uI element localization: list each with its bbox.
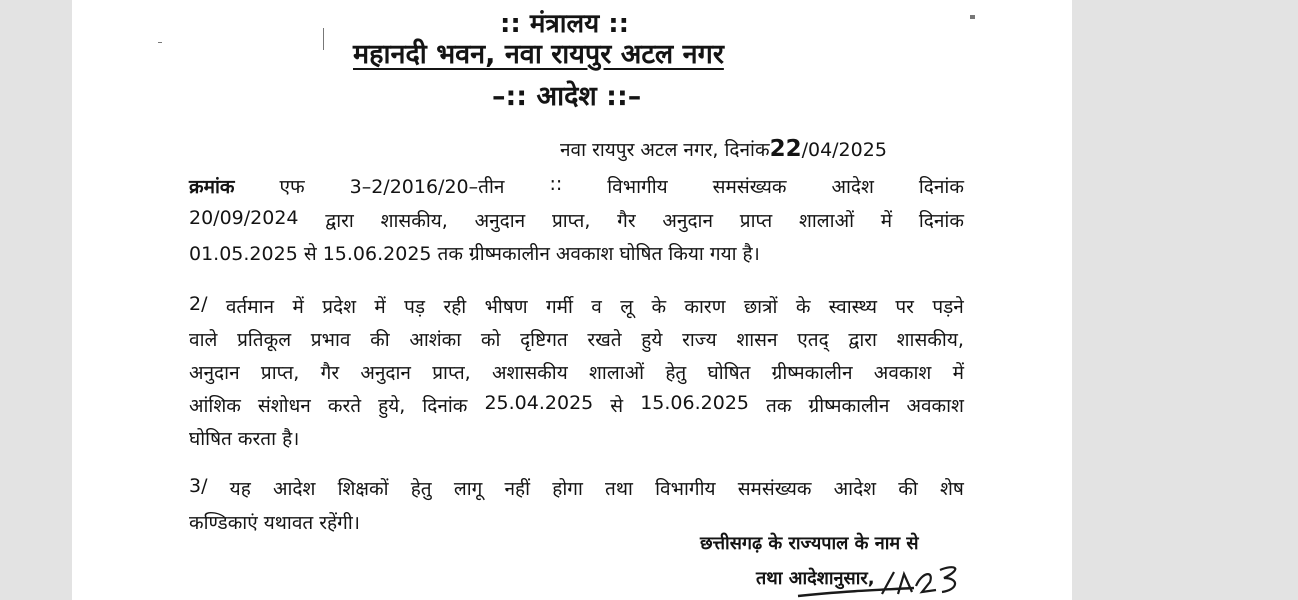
word: 15.06.2025 xyxy=(640,392,749,414)
word: प्रतिकूल xyxy=(237,329,292,351)
word: अनुदान xyxy=(189,362,240,384)
word: के xyxy=(795,296,811,318)
header-bhavan: महानदी भवन, नवा रायपुर अटल नगर xyxy=(353,39,724,70)
para2-line4 xyxy=(189,392,964,418)
word: होगा xyxy=(552,478,583,500)
para-number: 3/ xyxy=(189,475,208,497)
word: गैर xyxy=(617,210,636,232)
para1-line2 xyxy=(189,207,964,233)
word: प्राप्त xyxy=(739,210,773,232)
word: आंशिक xyxy=(189,395,241,417)
word: प्रदेश xyxy=(322,296,357,318)
word: शालाओं xyxy=(588,362,645,384)
word: पड़ने xyxy=(932,296,964,318)
word: की xyxy=(898,478,918,500)
word: शासकीय, xyxy=(896,329,964,351)
word: ग्रीष्मकालीन xyxy=(808,395,890,417)
para2-line2 xyxy=(189,326,964,352)
left-margin xyxy=(0,0,72,600)
word: करते xyxy=(327,395,362,417)
para2-line5: घोषित करता है। xyxy=(189,428,300,450)
para3-line2: कण्डिकाएं यथावत रहेंगी। xyxy=(189,512,360,534)
word: व xyxy=(591,296,602,318)
kramank-label: क्रमांक xyxy=(189,176,235,198)
word: में xyxy=(880,210,893,232)
word: वाले xyxy=(189,329,218,351)
word: राज्य xyxy=(682,329,717,351)
word: में xyxy=(374,296,386,318)
word: आशंका xyxy=(409,329,462,351)
word: रखते xyxy=(587,329,622,351)
para2-line3 xyxy=(189,359,964,385)
word: ग्रीष्मकालीन xyxy=(771,362,853,384)
word: हेतु xyxy=(665,362,687,384)
scan-mark xyxy=(970,15,975,19)
word: कारण xyxy=(684,296,726,318)
word: हेतु xyxy=(410,478,432,500)
word: :: xyxy=(549,173,563,195)
word: अनुदान xyxy=(474,210,526,232)
word: घोषित xyxy=(707,362,751,384)
word: शासकीय, xyxy=(380,210,448,232)
signature-line-1: छत्तीसगढ़ के राज्यपाल के नाम से xyxy=(700,533,919,554)
scan-mark xyxy=(158,42,162,43)
dateline-day: 22 xyxy=(769,136,802,162)
word: अशासकीय xyxy=(491,362,568,384)
word: विभागीय xyxy=(607,176,668,198)
word: शिक्षकों xyxy=(337,478,389,500)
word: प्राप्त, xyxy=(551,210,591,232)
para1-line3: 01.05.2025 से 15.06.2025 तक ग्रीष्मकालीन अवकाश घोषित किया गया है। xyxy=(189,243,760,265)
dateline-rest: /04/2025 xyxy=(801,139,887,161)
header-aadesh: –:: आदेश ::– xyxy=(492,81,642,112)
word: एतद् xyxy=(797,329,829,351)
word: दृष्टिगत xyxy=(520,329,568,351)
word: भीषण xyxy=(484,296,528,318)
word: विभागीय xyxy=(655,478,716,500)
word: तक xyxy=(766,395,792,417)
document-content xyxy=(72,0,1072,600)
word: 3–2/2016/20–तीन xyxy=(349,176,505,198)
header-mantralaya: :: मंत्रालय :: xyxy=(500,9,630,39)
word: शेष xyxy=(939,478,964,500)
word: अनुदान xyxy=(662,210,714,232)
word: अवकाश xyxy=(873,362,932,384)
word: तथा xyxy=(605,478,633,500)
word: हुये, xyxy=(378,395,406,417)
word: शासन xyxy=(736,329,778,351)
word: एफ xyxy=(279,176,305,198)
word: रही xyxy=(443,296,467,318)
word: दिनांक xyxy=(918,210,964,232)
word: की xyxy=(370,329,390,351)
para3-line1 xyxy=(189,475,964,501)
word: नहीं xyxy=(504,478,531,500)
para2-line1 xyxy=(189,293,964,319)
word: दिनांक xyxy=(918,176,964,198)
word: गैर xyxy=(320,362,340,384)
word: प्रभाव xyxy=(310,329,351,351)
word: स्वास्थ्य xyxy=(828,296,878,318)
para1-line1 xyxy=(189,173,964,199)
word: वर्तमान xyxy=(225,296,275,318)
word: से xyxy=(610,395,624,417)
word: आदेश xyxy=(272,478,316,500)
word: पड़ xyxy=(404,296,426,318)
word: पर xyxy=(895,296,914,318)
word: आदेश xyxy=(833,478,877,500)
word: प्राप्त, xyxy=(432,362,471,384)
word: अवकाश xyxy=(906,395,964,417)
word: यह xyxy=(229,478,251,500)
word: द्वारा xyxy=(325,210,354,232)
word: लू xyxy=(620,296,634,318)
word: 25.04.2025 xyxy=(484,392,594,414)
word: द्वारा xyxy=(848,329,877,351)
word: लागू xyxy=(453,478,483,500)
word: प्राप्त, xyxy=(260,362,300,384)
dateline-prefix: नवा रायपुर अटल नगर, दिनांक xyxy=(560,139,770,161)
word: के xyxy=(651,296,667,318)
word: संशोधन xyxy=(257,395,311,417)
word: समसंख्यक xyxy=(712,176,787,198)
word: में xyxy=(952,362,964,384)
dateline xyxy=(560,136,887,162)
word: दिनांक xyxy=(422,395,468,417)
document-page xyxy=(72,0,1072,600)
word: शालाओं xyxy=(798,210,854,232)
signature-line-2: तथा आदेशानुसार, xyxy=(756,568,875,589)
word: को xyxy=(480,329,501,351)
word: छात्रों xyxy=(743,296,778,318)
word: गर्मी xyxy=(545,296,573,318)
word: समसंख्यक xyxy=(737,478,812,500)
word: आदेश xyxy=(831,176,874,198)
para-number: 2/ xyxy=(189,293,208,315)
right-margin xyxy=(1072,0,1298,600)
word: हुये xyxy=(641,329,663,351)
word: 20/09/2024 xyxy=(189,207,299,229)
word: में xyxy=(292,296,304,318)
word: अनुदान xyxy=(360,362,411,384)
scan-mark xyxy=(323,28,324,50)
handwritten-signature xyxy=(794,556,974,600)
